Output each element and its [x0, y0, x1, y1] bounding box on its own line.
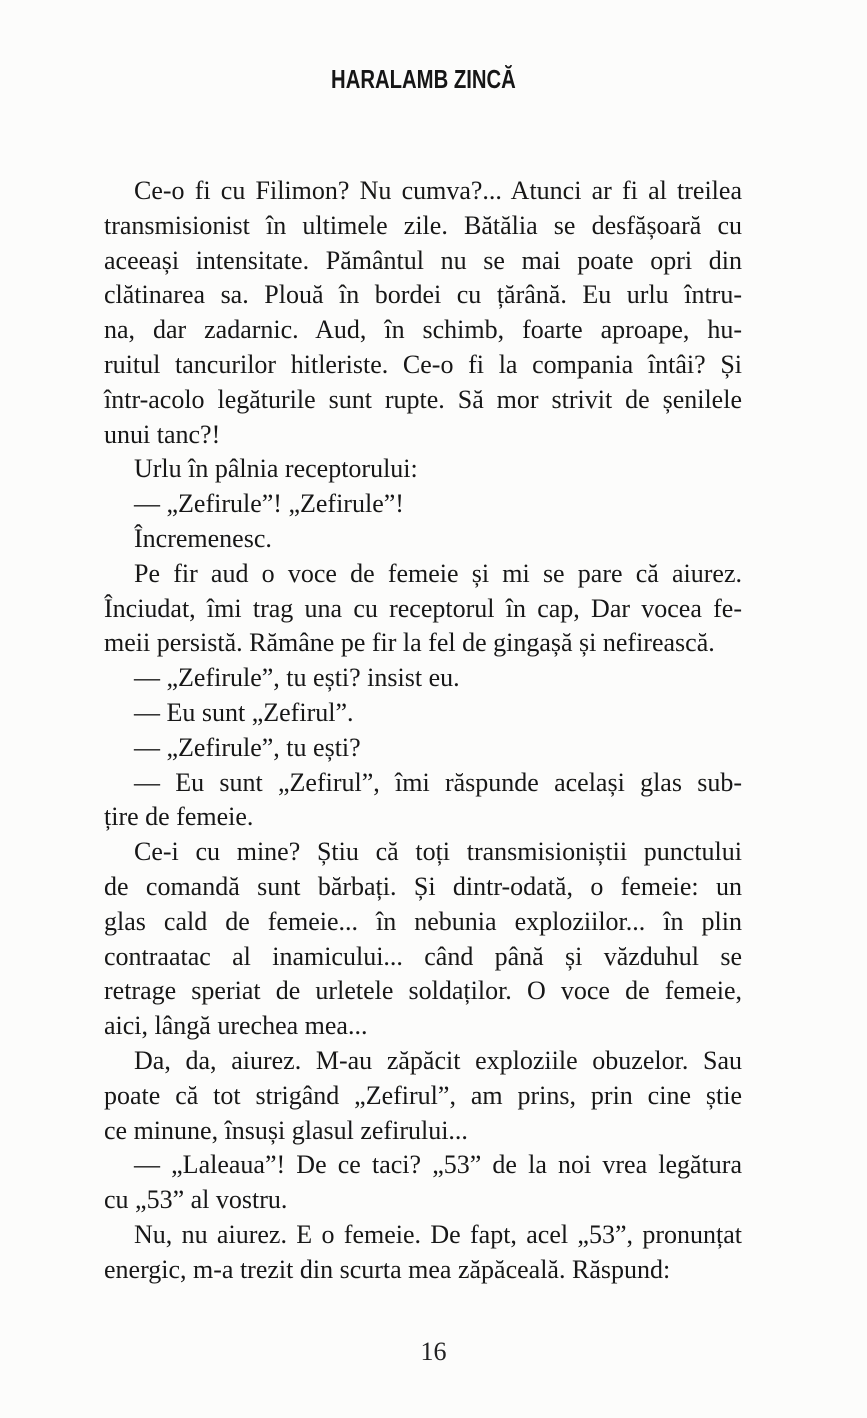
text-line: ruitul tancurilor hitleriste. Ce-o fi la compania întâi? Și: [104, 349, 742, 379]
text-line: meii persistă. Rămâne pe fir la fel de gingașă și nefirească.: [104, 628, 715, 658]
running-head: [104, 64, 742, 94]
text-line: — Eu sunt „Zefirul”, îmi răspunde același glas sub-: [134, 767, 742, 797]
text-line: — „Zefirule”, tu ești? insist eu.: [134, 663, 460, 693]
text-line: Ce-i cu mine? Știu că toți transmisioniștii punctului: [134, 837, 742, 867]
text-line: Urlu în pâlnia receptorului:: [134, 454, 418, 484]
page-body: [104, 174, 742, 1288]
text-line: clătinarea sa. Plouă în bordei cu țărână. Eu urlu întru-: [104, 280, 742, 310]
text-line: unui tanc?!: [104, 419, 221, 449]
page-number: 16: [420, 1337, 447, 1366]
text-line: Nu, nu aiurez. E o femeie. De fapt, acel „53”, pronunțat: [134, 1219, 742, 1249]
text-line: — „Laleaua”! De ce taci? „53” de la noi vrea legătura: [134, 1150, 742, 1180]
text-line: cu „53” al vostru.: [104, 1185, 288, 1215]
text-line: glas cald de femeie... în nebunia exploziilor... în plin: [104, 906, 742, 936]
author-name: HARALAMB ZINCĂ: [330, 64, 516, 94]
text-line: Da, da, aiurez. M-au zăpăcit exploziile obuzelor. Sau: [134, 1045, 742, 1075]
text-line: poate că tot strigând „Zefirul”, am prins, prin cine știe: [104, 1080, 742, 1110]
text-line: retrage speriat de urletele soldaților. O voce de femeie,: [104, 976, 742, 1006]
text-line: Înciudat, îmi trag una cu receptorul în cap, Dar vocea fe-: [104, 593, 742, 623]
text-line: aceeași intensitate. Pământul nu se mai poate opri din: [104, 245, 742, 275]
text-line: aici, lângă urechea mea...: [104, 1011, 368, 1041]
text-line: țire de femeie.: [104, 802, 254, 832]
text-line: transmisionist în ultimele zile. Bătălia se desfășoară cu: [104, 210, 742, 240]
text-line: Pe fir aud o voce de femeie și mi se pare că aiurez.: [134, 558, 742, 588]
text-line: într-acolo legăturile sunt rupte. Să mor strivit de șenilele: [104, 384, 742, 414]
text-line: de comandă sunt bărbați. Și dintr-odată, o femeie: un: [104, 871, 742, 901]
text-line: — „Zefirule”, tu ești?: [134, 732, 361, 762]
text-line: Ce-o fi cu Filimon? Nu cumva?... Atunci ar fi al treilea: [134, 176, 742, 205]
text-line: ce minune, însuși glasul zefirului...: [104, 1115, 468, 1145]
text-line: — „Zefirule”! „Zefirule”!: [134, 489, 404, 519]
text-line: contraatac al inamicului... când până și văzduhul se: [104, 941, 742, 971]
text-line: na, dar zadarnic. Aud, în schimb, foarte aproape, hu-: [104, 315, 742, 345]
text-line: — Eu sunt „Zefirul”.: [134, 697, 354, 727]
text-line: energic, m-a trezit din scurta mea zăpăceală. Răspund:: [104, 1254, 671, 1284]
text-line: Încremenesc.: [134, 523, 272, 553]
